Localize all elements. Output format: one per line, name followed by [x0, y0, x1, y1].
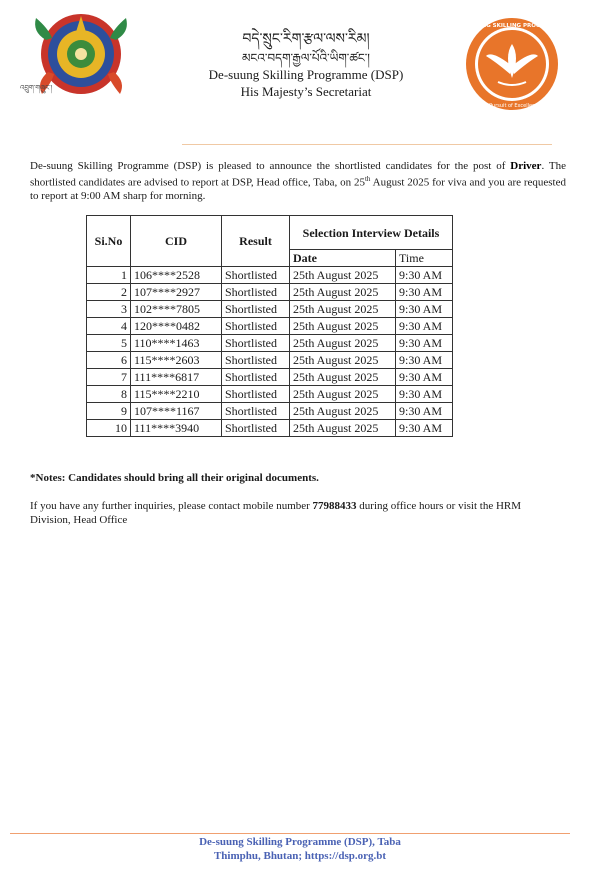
logo-bottom-text: In Pursuit of Excellence: [482, 103, 542, 109]
contact-phone: 77988433: [312, 500, 357, 512]
header-dzongkha-line2: མངའ་བདག་རྒྱལ་པོའི་ཡིག་ཚང་།: [242, 51, 370, 65]
date-cell: 25th August 2025: [290, 369, 396, 386]
result-cell: Shortlisted: [222, 301, 290, 318]
cid-cell: 107****2927: [131, 284, 222, 301]
emblem-caption: འབྲུག་གཞུང་།: [20, 84, 53, 92]
row-number: 6: [87, 352, 131, 369]
header-subtitle: His Majesty’s Secretariat: [240, 84, 372, 99]
result-cell: Shortlisted: [222, 420, 290, 437]
row-number: 5: [87, 335, 131, 352]
cid-cell: 110****1463: [131, 335, 222, 352]
table-row: [87, 420, 453, 437]
date-cell: 25th August 2025: [290, 318, 396, 335]
time-cell: 9:30 AM: [396, 369, 453, 386]
intro-text-1: De-suung Skilling Programme (DSP) is pleased to announce the shortlisted candidates for the post of: [30, 160, 511, 172]
result-cell: Shortlisted: [222, 386, 290, 403]
header-dzongkha-line1: བདེ་སྲུང་རིག་རྩལ་ལས་རིམ།: [242, 31, 370, 47]
row-number: 1: [87, 267, 131, 284]
post-name: Driver: [510, 160, 542, 172]
time-cell: 9:30 AM: [396, 335, 453, 352]
logo-top-text: DESUUNG SKILLING PROGRAMME: [462, 23, 562, 29]
cid-cell: 111****6817: [131, 369, 222, 386]
footer-line2: Thimphu, Bhutan; https://dsp.org.bt: [213, 850, 387, 862]
result-cell: Shortlisted: [222, 369, 290, 386]
table-row: [87, 284, 453, 301]
intro-sup: th: [364, 175, 371, 183]
contact-text-2: during office hours or visit the HRM Division, Head Office: [30, 500, 522, 526]
contact-text-1: If you have any further inquiries, please contact mobile number: [30, 500, 313, 512]
header-cid: CID: [131, 216, 222, 267]
row-number: 9: [87, 403, 131, 420]
date-cell: 25th August 2025: [290, 335, 396, 352]
intro-paragraph: [30, 160, 566, 203]
cid-cell: 107****1167: [131, 403, 222, 420]
header-title: De-suung Skilling Programme (DSP): [208, 67, 404, 82]
time-cell: 9:30 AM: [396, 284, 453, 301]
cid-cell: 106****2528: [131, 267, 222, 284]
dsp-logo: [462, 16, 562, 112]
result-cell: Shortlisted: [222, 267, 290, 284]
date-cell: 25th August 2025: [290, 284, 396, 301]
footer-line1: De-suung Skilling Programme (DSP), Taba: [199, 836, 401, 848]
header-interview-group: Selection Interview Details: [290, 216, 453, 250]
table-row: [87, 318, 453, 335]
date-cell: 25th August 2025: [290, 352, 396, 369]
table-row: [87, 352, 453, 369]
intro-text-3: August 2025 for viva and you are requested to report at 9:00 AM sharp for morning.: [30, 176, 566, 202]
footer-divider: [10, 833, 570, 834]
table-row: [87, 335, 453, 352]
time-cell: 9:30 AM: [396, 403, 453, 420]
row-number: 10: [87, 420, 131, 437]
row-number: 8: [87, 386, 131, 403]
contact-paragraph: [30, 499, 560, 527]
result-cell: Shortlisted: [222, 335, 290, 352]
date-cell: 25th August 2025: [290, 403, 396, 420]
date-cell: 25th August 2025: [290, 386, 396, 403]
row-number: 7: [87, 369, 131, 386]
header-date: Date: [290, 250, 396, 267]
table-row: [87, 369, 453, 386]
time-cell: 9:30 AM: [396, 386, 453, 403]
header-sino: Si.No: [87, 216, 131, 267]
date-cell: 25th August 2025: [290, 420, 396, 437]
time-cell: 9:30 AM: [396, 420, 453, 437]
notes: *Notes: Candidates should bring all their original documents.: [30, 472, 319, 484]
time-cell: 9:30 AM: [396, 301, 453, 318]
cid-cell: 111****3940: [131, 420, 222, 437]
result-cell: Shortlisted: [222, 284, 290, 301]
row-number: 4: [87, 318, 131, 335]
cid-cell: 102****7805: [131, 301, 222, 318]
intro-text-2: . The shortlisted candidates are advised to report at DSP, Head office, Taba, on 25: [30, 160, 566, 189]
result-cell: Shortlisted: [222, 403, 290, 420]
table-row: [87, 386, 453, 403]
cid-cell: 120****0482: [131, 318, 222, 335]
date-cell: 25th August 2025: [290, 301, 396, 318]
time-cell: 9:30 AM: [396, 318, 453, 335]
table-row: [87, 267, 453, 284]
header-time: Time: [396, 250, 453, 267]
table-row: [87, 403, 453, 420]
shortlist-table: [86, 215, 453, 437]
cid-cell: 115****2603: [131, 352, 222, 369]
table-row: [87, 301, 453, 318]
row-number: 2: [87, 284, 131, 301]
time-cell: 9:30 AM: [396, 267, 453, 284]
royal-emblem: [18, 10, 144, 104]
result-cell: Shortlisted: [222, 318, 290, 335]
time-cell: 9:30 AM: [396, 352, 453, 369]
cid-cell: 115****2210: [131, 386, 222, 403]
date-cell: 25th August 2025: [290, 267, 396, 284]
header-result: Result: [222, 216, 290, 267]
result-cell: Shortlisted: [222, 352, 290, 369]
row-number: 3: [87, 301, 131, 318]
header-divider: [182, 144, 552, 145]
